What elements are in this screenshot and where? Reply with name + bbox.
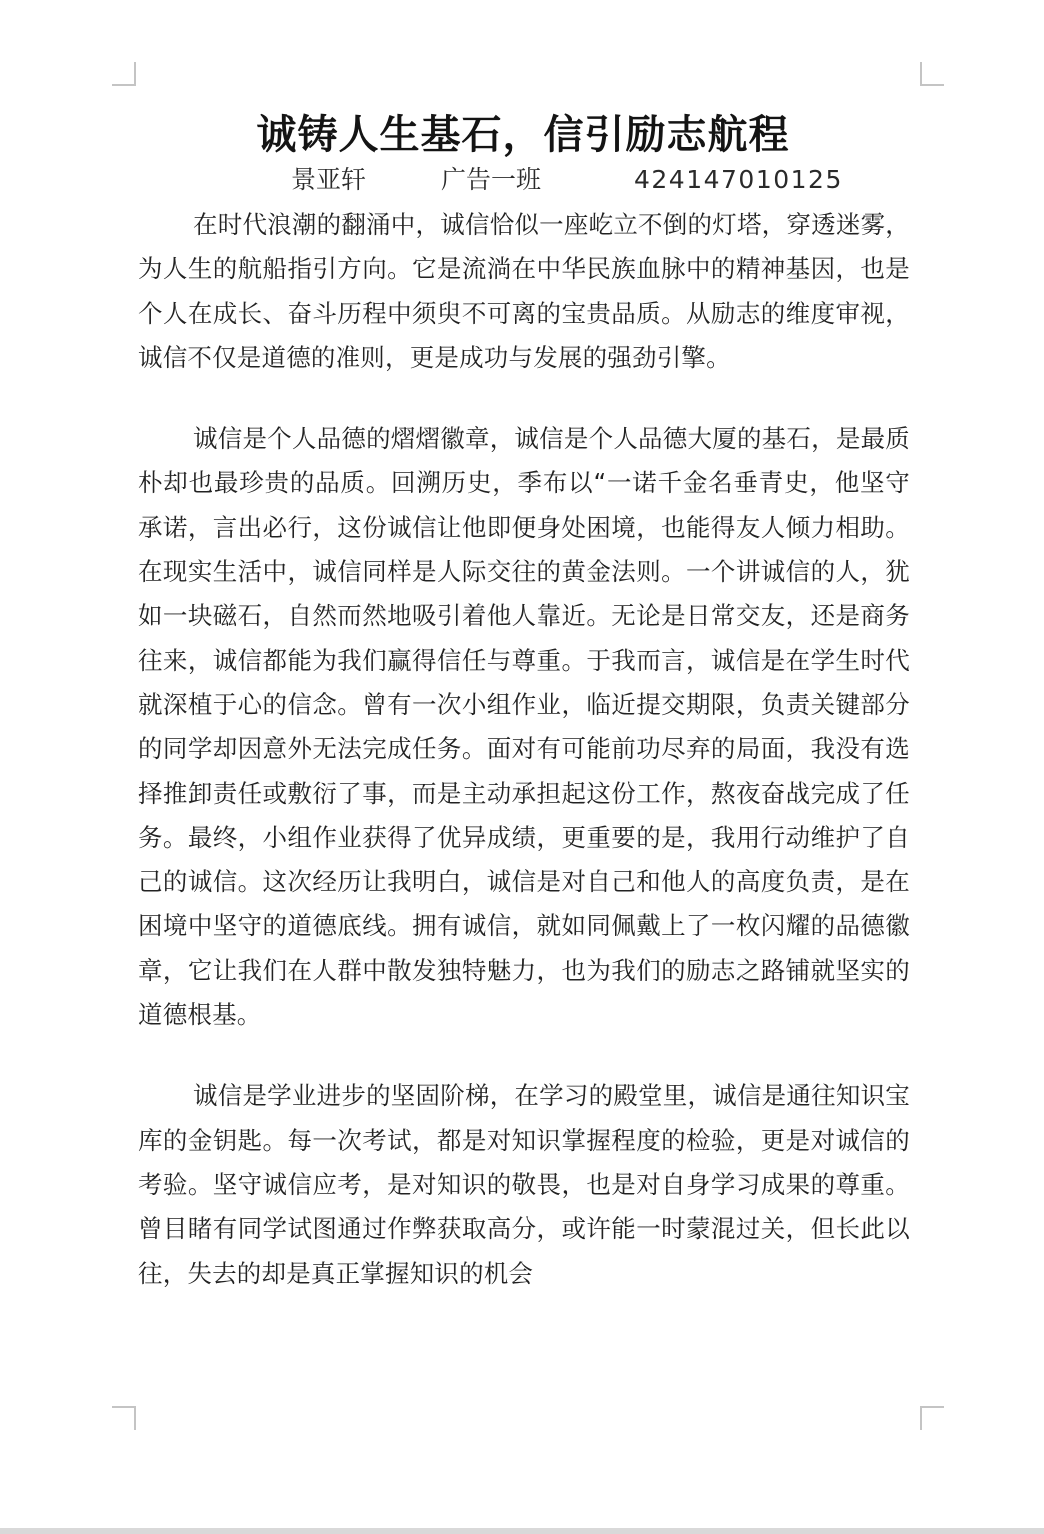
crop-mark-bottom-left <box>112 1406 136 1430</box>
author-line <box>0 163 1044 197</box>
document-body <box>138 203 910 1296</box>
document-title: 诚铸人生基石，信引励志航程 <box>256 111 790 158</box>
bottom-divider <box>0 1528 1044 1534</box>
crop-mark-bottom-right <box>920 1406 944 1430</box>
author-name: 景亚轩 <box>291 165 367 194</box>
crop-mark-top-right <box>920 62 944 86</box>
crop-mark-top-left <box>112 62 136 86</box>
paragraph-1: 在时代浪潮的翻涌中，诚信恰似一座屹立不倒的灯塔，穿透迷雾，为人生的航船指引方向。它是流淌在中华民族血脉中的精神基因，也是个人在成长、奋斗历程中须臾不可离的宝贵品质。从励志的维度审视，诚信不仅是道德的准则，更是成功与发展的强劲引擎。 <box>138 210 910 372</box>
paragraph-2: 诚信是个人品德的熠熠徽章，诚信是个人品德大厦的基石，是最质朴却也最珍贵的品质。回溯历史，季布以“一诺千金名垂青史，他坚守承诺，言出必行，这份诚信让他即便身处困境，也能得友人倾力相助。在现实生活中，诚信同样是人际交往的黄金法则。一个讲诚信的人，犹如一块磁石，自然而然地吸引着他人靠近。无论是日常交友，还是商务往来，诚信都能为我们赢得信任与尊重。于我而言，诚信是在学生时代就深植于心的信念。曾有一次小组作业，临近提交期限，负责关键部分的同学却因意外无法完成任务。面对有可能前功尽弃的局面，我没有选择推卸责任或敷衍了事，而是主动承担起这份工作，熬夜奋战完成了任务。最终，小组作业获得了优异成绩，更重要的是，我用行动维护了自己的诚信。这次经历让我明白，诚信是对自己和他人的高度负责，是在困境中坚守的道德底线。拥有诚信，就如同佩戴上了一枚闪耀的品德徽章，它让我们在人群中散发独特魅力，也为我们的励志之路铺就坚实的道德根基。 <box>138 424 910 1030</box>
author-class: 广告一班 <box>441 165 542 194</box>
author-student-id: 424147010125 <box>634 165 843 194</box>
paragraph-3: 诚信是学业进步的坚固阶梯，在学习的殿堂里，诚信是通往知识宝库的金钥匙。每一次考试，都是对知识掌握程度的检验，更是对诚信的考验。坚守诚信应考，是对知识的敬畏，也是对自身学习成果的尊重。曾目睹有同学试图通过作弊获取高分，或许能一时蒙混过关，但长此以往，失去的却是真正掌握知识的机会 <box>138 1081 910 1288</box>
